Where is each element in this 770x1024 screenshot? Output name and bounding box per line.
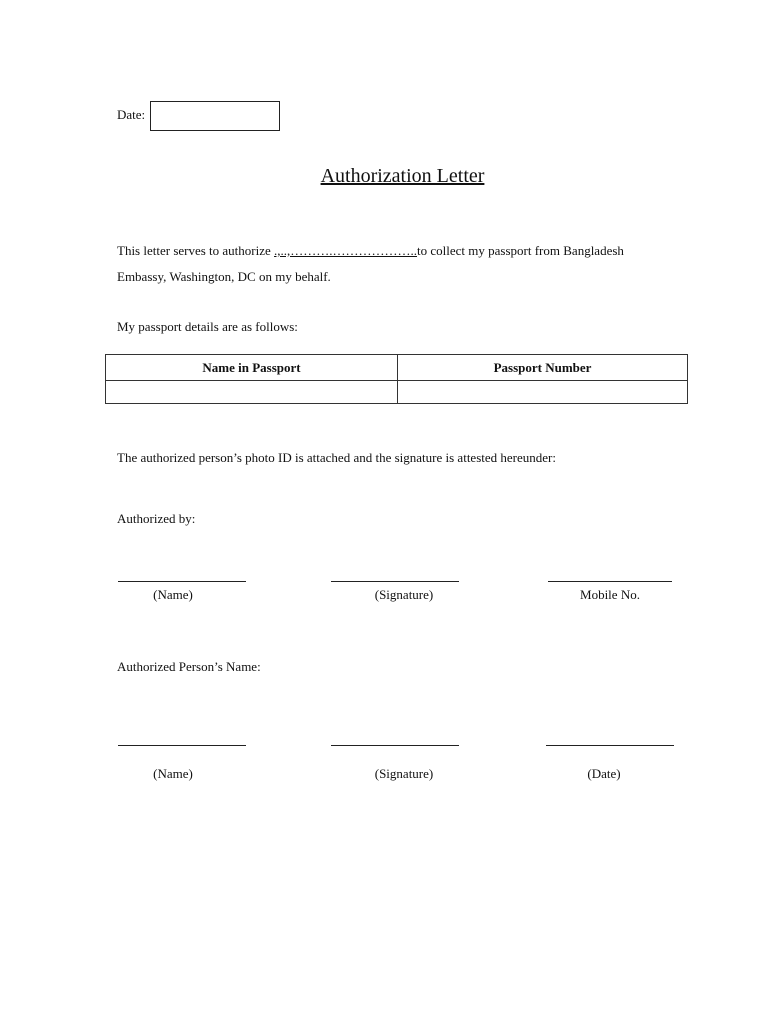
authorized-person-label: Authorized Person’s Name: [117, 659, 261, 674]
authorize-prefix: This letter serves to authorize [117, 243, 275, 258]
authorized-person-name-caption: (Name) [153, 766, 193, 781]
column-header-name: Name in Passport [106, 355, 398, 381]
authorized-by-label: Authorized by: [117, 511, 196, 526]
authorized-person-signature-caption: (Signature) [374, 766, 434, 781]
authorized-person-signature-line[interactable] [331, 745, 459, 746]
authorized-by-name-line[interactable] [118, 581, 246, 582]
authorize-line-2: Embassy, Washington, DC on my behalf. [117, 269, 331, 284]
page-title: Authorization Letter [320, 165, 485, 187]
authorized-person-name-line[interactable] [118, 745, 246, 746]
authorized-by-mobile-line[interactable] [548, 581, 672, 582]
table-row [106, 381, 688, 404]
column-header-number: Passport Number [398, 355, 688, 381]
authorized-by-name-caption: (Name) [153, 587, 193, 602]
date-label: Date: [117, 107, 146, 122]
authorize-sentence [117, 243, 624, 259]
date-field[interactable] [150, 101, 280, 131]
authorized-person-date-caption: (Date) [587, 766, 621, 781]
authorized-person-date-line[interactable] [546, 745, 674, 746]
authorized-by-signature-line[interactable] [331, 581, 459, 582]
passport-table [105, 354, 688, 404]
passport-number-cell[interactable] [398, 381, 688, 404]
authorize-suffix: to collect my passport from Bangladesh [417, 243, 624, 258]
details-intro: My passport details are as follows: [117, 319, 298, 334]
passport-name-cell[interactable] [106, 381, 398, 404]
authorize-name-blank[interactable]: .,..,……….……………….. [274, 243, 418, 258]
authorized-by-signature-caption: (Signature) [374, 587, 434, 602]
authorized-by-mobile-caption: Mobile No. [580, 587, 640, 602]
attestation-text: The authorized person’s photo ID is attached and the signature is attested hereunder: [117, 450, 556, 465]
table-header-row [106, 355, 688, 381]
